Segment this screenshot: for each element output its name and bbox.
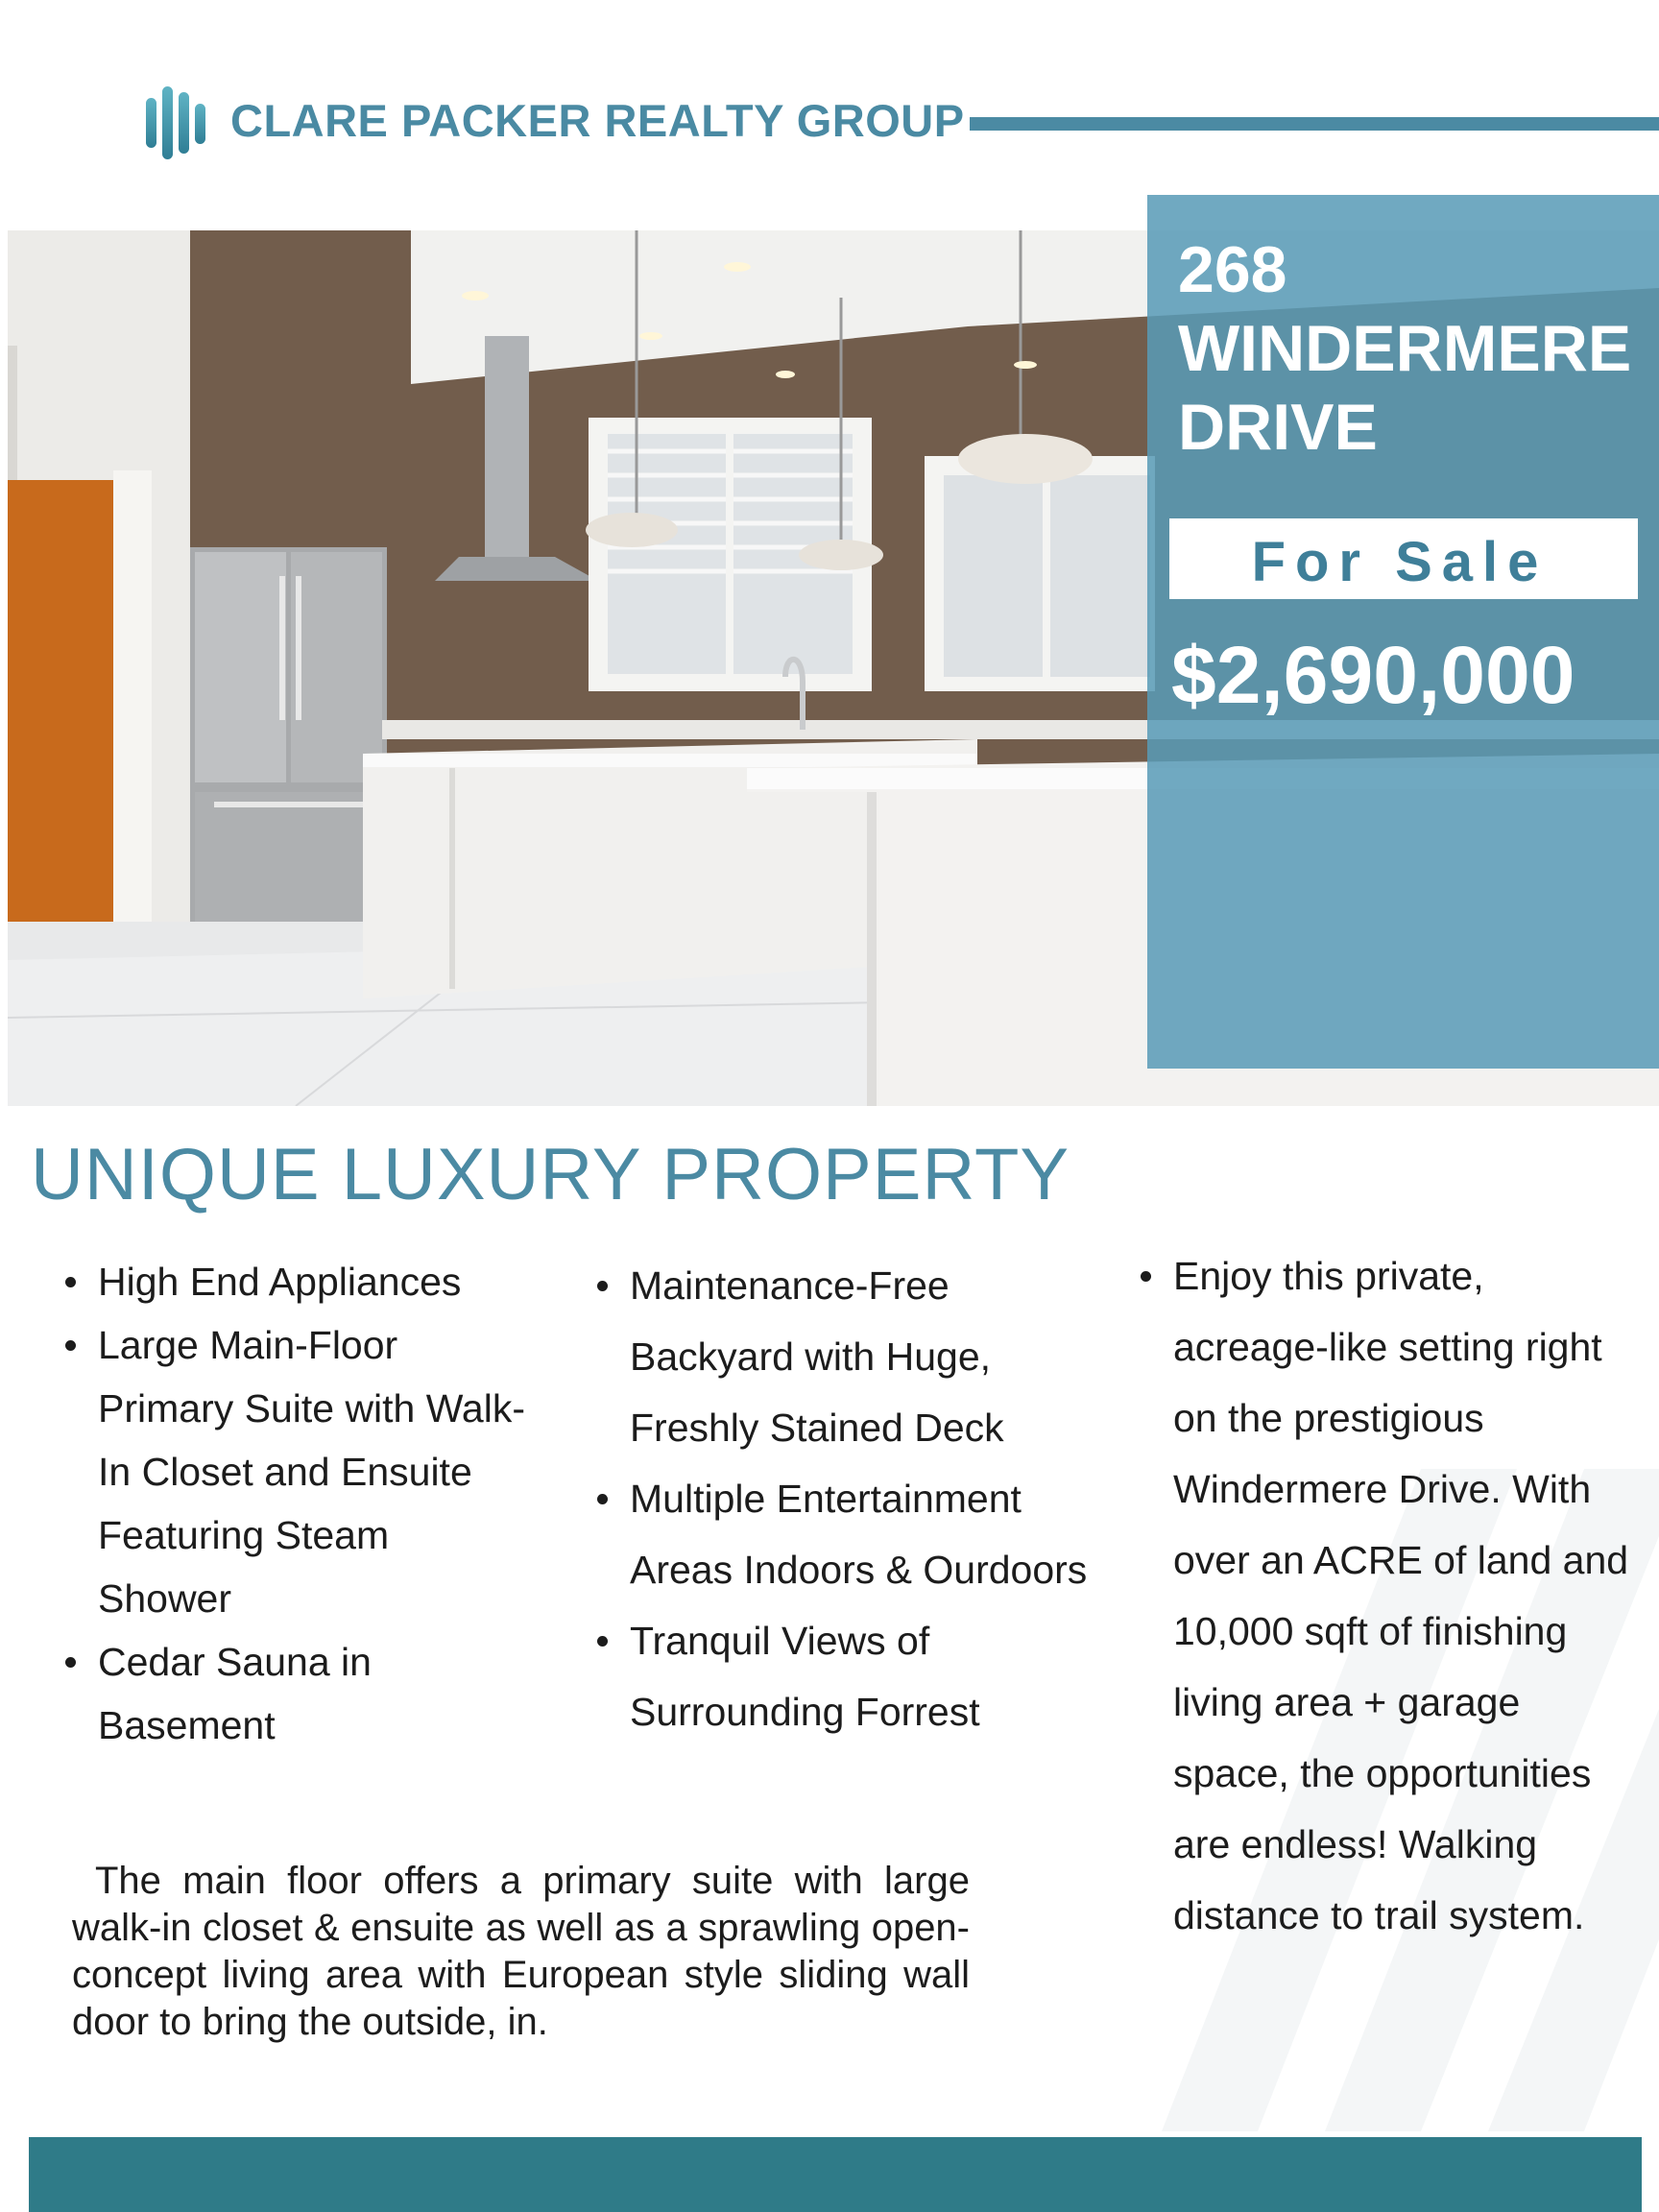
list-item: Multiple Entertainment Areas Indoors & Ourdoors bbox=[597, 1463, 1096, 1605]
address-line: WINDERMERE bbox=[1178, 312, 1632, 385]
list-item: Large Main-Floor Primary Suite with Walk-In Closet and Ensuite Featuring Steam Shower bbox=[65, 1313, 526, 1630]
features-list-col2 bbox=[597, 1250, 1096, 1747]
description-list-col3 bbox=[1141, 1240, 1640, 1951]
section-title: UNIQUE LUXURY PROPERTY bbox=[31, 1134, 1070, 1215]
description-paragraph: The main floor offers a primary suite with large walk-in closet & ensuite as well as a sprawling open-concept living area with European style sliding wall door to bring the outside, in. bbox=[72, 1860, 970, 2043]
address-line: 268 bbox=[1178, 233, 1287, 306]
listing-address bbox=[1178, 230, 1639, 467]
address-line: DRIVE bbox=[1178, 391, 1378, 464]
footer-bar bbox=[29, 2137, 1642, 2212]
header-divider bbox=[970, 117, 1659, 131]
header bbox=[0, 0, 1659, 221]
list-item: Maintenance-Free Backyard with Huge, Freshly Stained Deck bbox=[597, 1250, 1096, 1463]
list-item: High End Appliances bbox=[65, 1250, 526, 1313]
brand-name: CLARE PACKER REALTY GROUP bbox=[230, 95, 965, 146]
bars-logo-icon bbox=[144, 84, 207, 161]
features-list-col1 bbox=[65, 1250, 526, 1757]
list-item: Tranquil Views of Surrounding Forrest bbox=[597, 1605, 1096, 1747]
list-item: Enjoy this private, acreage-like setting right on the prestigious Windermere Drive. With over an ACRE of land and 10,000 sqft of finishing living area + garage space, the opportunities are endless! Walking distance to trail system. bbox=[1141, 1240, 1640, 1951]
status-label: For Sale bbox=[1251, 531, 1549, 593]
list-item: Cedar Sauna in Basement bbox=[65, 1630, 526, 1757]
listing-price: $2,690,000 bbox=[1171, 630, 1575, 720]
status-badge bbox=[1169, 518, 1638, 599]
